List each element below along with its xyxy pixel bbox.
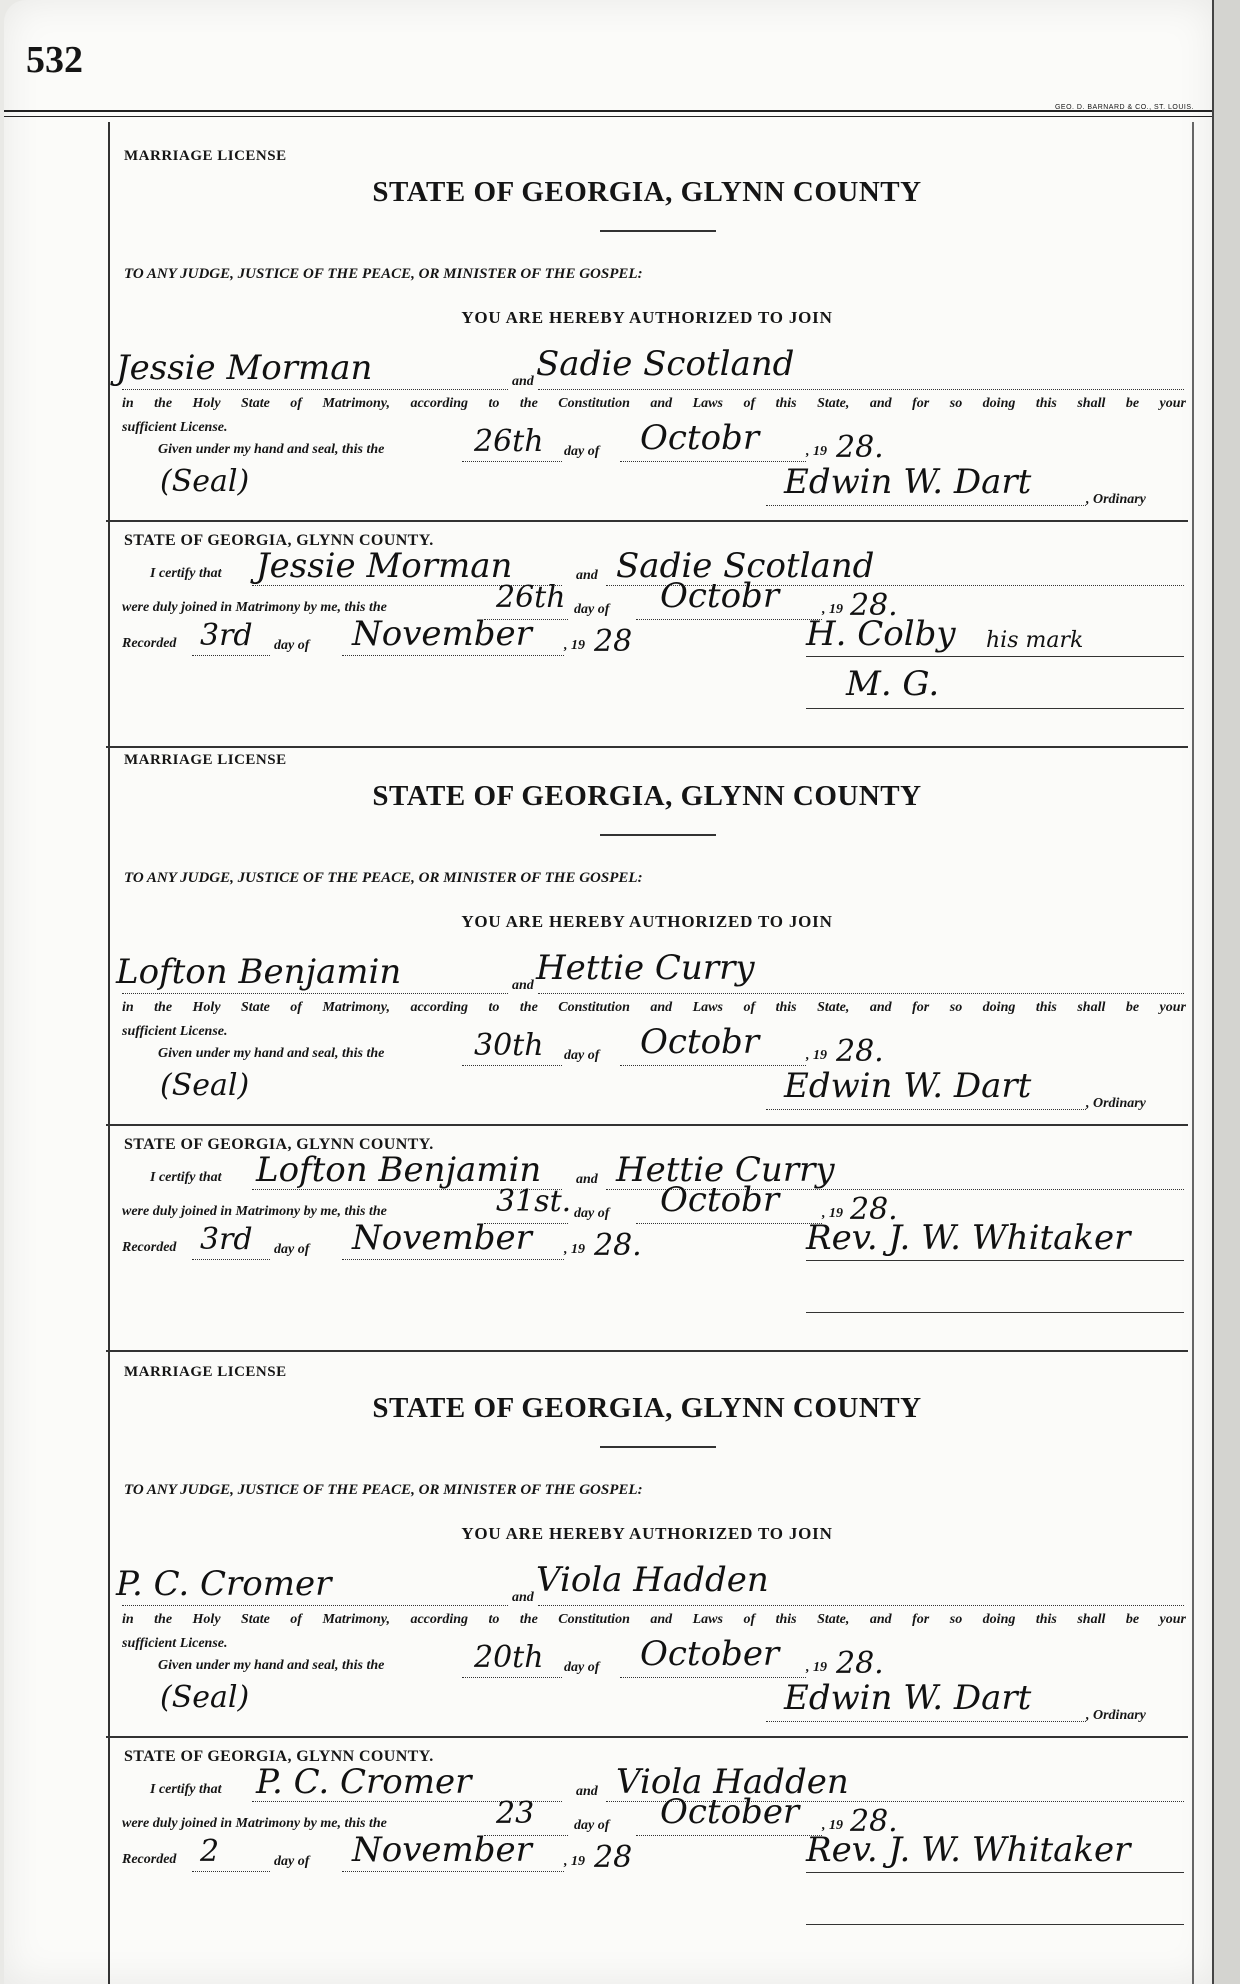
recorded-month-line <box>342 654 564 656</box>
recorded-text: Recorded <box>122 1852 177 1867</box>
ordinary-label: , Ordinary <box>1086 492 1146 507</box>
ordinary-signature: Edwin W. Dart <box>784 1678 1032 1718</box>
recorded-year: 28 <box>594 1840 633 1875</box>
seal-mark: (Seal) <box>160 464 250 499</box>
license-year: 28. <box>836 1034 884 1069</box>
heading-rule <box>600 834 716 836</box>
married-month: October <box>660 1792 800 1832</box>
sufficient-license-text: sufficient License. <box>122 420 228 435</box>
groom-name: Jessie Morman <box>116 348 373 388</box>
recorded-month: November <box>352 1830 532 1870</box>
certificate-divider <box>106 520 1188 522</box>
groom-line <box>122 388 508 390</box>
ordinary-line <box>766 1720 1086 1722</box>
cert-bride-name: Viola Hadden <box>616 1762 849 1802</box>
license-heading: STATE OF GEORGIA, GLYNN COUNTY <box>372 780 922 812</box>
married-day: 26th <box>496 580 566 615</box>
license-month-line <box>620 1064 806 1066</box>
cert-and-label: and <box>576 568 598 583</box>
married-year-prefix: , 19 <box>822 602 843 617</box>
recorded-year-prefix: , 19 <box>564 1242 585 1257</box>
married-day: 31st. <box>496 1184 572 1219</box>
duly-joined-text: were duly joined in Matrimony by me, this the <box>122 1204 387 1219</box>
header-rule-thin <box>4 116 1214 117</box>
married-month: Octobr <box>660 1180 780 1220</box>
addressee-line: TO ANY JUDGE, JUSTICE OF THE PEACE, OR MINISTER OF THE GOSPEL: <box>124 870 643 886</box>
officiant-line <box>806 1872 1184 1873</box>
officiant-line <box>806 656 1184 657</box>
ordinary-label: , Ordinary <box>1086 1708 1146 1723</box>
groom-line <box>122 992 508 994</box>
recorded-day: 2 <box>200 1834 220 1869</box>
license-month-line <box>620 1676 806 1678</box>
bride-line <box>538 388 1184 390</box>
license-heading: STATE OF GEORGIA, GLYNN COUNTY <box>372 1392 922 1424</box>
married-year: 28. <box>850 588 898 623</box>
married-day-of: day of <box>574 602 610 617</box>
ordinary-line <box>766 1108 1086 1110</box>
license-day: 26th <box>474 424 544 459</box>
cert-groom-name: Lofton Benjamin <box>256 1150 542 1190</box>
i-certify-text: I certify that <box>150 1170 222 1185</box>
seal-mark: (Seal) <box>160 1068 250 1103</box>
authorized-line: YOU ARE HEREBY AUTHORIZED TO JOIN <box>461 308 833 327</box>
sufficient-license-text: sufficient License. <box>122 1636 228 1651</box>
recorded-day-of: day of <box>274 1242 310 1257</box>
married-month-line <box>636 618 822 620</box>
married-year-prefix: , 19 <box>822 1206 843 1221</box>
cert-and-label: and <box>576 1784 598 1799</box>
certificate-heading: STATE OF GEORGIA, GLYNN COUNTY. <box>124 532 434 549</box>
recorded-month: November <box>352 1218 532 1258</box>
entry-divider <box>106 1350 1188 1352</box>
license-year-prefix: , 19 <box>806 444 827 459</box>
married-year: 28. <box>850 1192 898 1227</box>
license-year-prefix: , 19 <box>806 1660 827 1675</box>
cert-groom-name: P. C. Cromer <box>256 1762 472 1802</box>
officiant-title: M. G. <box>846 664 940 704</box>
addressee-line: TO ANY JUDGE, JUSTICE OF THE PEACE, OR MINISTER OF THE GOSPEL: <box>124 1482 643 1498</box>
day-of-text: day of <box>564 1048 600 1063</box>
day-of-text: day of <box>564 1660 600 1675</box>
certificate-divider <box>106 1736 1188 1738</box>
officiant-line <box>806 1260 1184 1261</box>
officiant-line-2 <box>806 708 1184 709</box>
officiant-signature: Rev. J. W. Whitaker <box>806 1218 1131 1258</box>
ordinary-signature: Edwin W. Dart <box>784 1066 1032 1106</box>
recorded-day-of: day of <box>274 638 310 653</box>
license-day-line <box>462 1064 562 1066</box>
license-month: Octobr <box>640 418 760 458</box>
married-year: 28. <box>850 1804 898 1839</box>
cert-and-label: and <box>576 1172 598 1187</box>
header-rule <box>4 110 1214 112</box>
recorded-year: 28 <box>594 624 633 659</box>
married-month-line <box>636 1222 822 1224</box>
recorded-month-line <box>342 1258 564 1260</box>
officiant-line-2 <box>806 1312 1184 1313</box>
printer-imprint: GEO. D. BARNARD & CO., ST. LOUIS. <box>1054 104 1194 111</box>
officiant-signature: H. Colby <box>806 614 956 654</box>
license-month-line <box>620 460 806 462</box>
authorized-line: YOU ARE HEREBY AUTHORIZED TO JOIN <box>461 1524 833 1543</box>
ordinary-signature: Edwin W. Dart <box>784 462 1032 502</box>
and-label: and <box>512 374 534 389</box>
recorded-day-of: day of <box>274 1854 310 1869</box>
given-under-text: Given under my hand and seal, this the <box>158 1658 385 1673</box>
book-spine <box>1212 0 1240 1984</box>
seal-mark: (Seal) <box>160 1680 250 1715</box>
married-day: 23 <box>496 1796 535 1831</box>
license-year: 28. <box>836 430 884 465</box>
frame-right-border <box>1192 122 1194 1984</box>
bride-name: Sadie Scotland <box>536 344 795 384</box>
married-day-of: day of <box>574 1206 610 1221</box>
page-number: 532 <box>26 39 83 81</box>
groom-line <box>122 1604 508 1606</box>
ordinary-line <box>766 504 1086 506</box>
recorded-text: Recorded <box>122 636 177 651</box>
duly-joined-text: were duly joined in Matrimony by me, this the <box>122 600 387 615</box>
license-heading: STATE OF GEORGIA, GLYNN COUNTY <box>372 176 922 208</box>
authorized-line: YOU ARE HEREBY AUTHORIZED TO JOIN <box>461 912 833 931</box>
entry-divider <box>106 746 1188 748</box>
day-of-text: day of <box>564 444 600 459</box>
married-year-prefix: , 19 <box>822 1818 843 1833</box>
matrimony-text: in the Holy State of Matrimony, according to the Constitution and Laws of this State, and for so doing this shall be your <box>122 1000 1186 1015</box>
duly-joined-text: were duly joined in Matrimony by me, this the <box>122 1816 387 1831</box>
license-day-line <box>462 1676 562 1678</box>
recorded-day-line <box>192 1258 270 1260</box>
recorded-day-line <box>192 1870 270 1872</box>
cert-bride-name: Hettie Curry <box>616 1150 835 1190</box>
heading-rule <box>600 230 716 232</box>
officiant-line-2 <box>806 1924 1184 1925</box>
license-day: 30th <box>474 1028 544 1063</box>
license-year-prefix: , 19 <box>806 1048 827 1063</box>
married-month-line <box>636 1834 822 1836</box>
recorded-text: Recorded <box>122 1240 177 1255</box>
sufficient-license-text: sufficient License. <box>122 1024 228 1039</box>
recorded-day-line <box>192 654 270 656</box>
marriage-license-label: MARRIAGE LICENSE <box>124 752 287 768</box>
cert-groom-name: Jessie Morman <box>256 546 513 586</box>
bride-line <box>538 992 1184 994</box>
matrimony-text: in the Holy State of Matrimony, according to the Constitution and Laws of this State, and for so doing this shall be your <box>122 1612 1186 1627</box>
married-month: Octobr <box>660 576 780 616</box>
certificate-heading: STATE OF GEORGIA, GLYNN COUNTY. <box>124 1748 434 1765</box>
license-year: 28. <box>836 1646 884 1681</box>
i-certify-text: I certify that <box>150 1782 222 1797</box>
marriage-license-label: MARRIAGE LICENSE <box>124 148 287 164</box>
given-under-text: Given under my hand and seal, this the <box>158 442 385 457</box>
license-month: October <box>640 1634 780 1674</box>
recorded-month-line <box>342 1870 564 1872</box>
cert-bride-name: Sadie Scotland <box>616 546 875 586</box>
recorded-year-prefix: , 19 <box>564 638 585 653</box>
bride-name: Hettie Curry <box>536 948 755 988</box>
recorded-year-prefix: , 19 <box>564 1854 585 1869</box>
license-day-line <box>462 460 562 462</box>
officiant-mark-note: his mark <box>986 628 1084 653</box>
officiant-signature: Rev. J. W. Whitaker <box>806 1830 1131 1870</box>
given-under-text: Given under my hand and seal, this the <box>158 1046 385 1061</box>
license-month: Octobr <box>640 1022 760 1062</box>
groom-name: P. C. Cromer <box>116 1564 332 1604</box>
marriage-license-label: MARRIAGE LICENSE <box>124 1364 287 1380</box>
license-day: 20th <box>474 1640 544 1675</box>
matrimony-text: in the Holy State of Matrimony, according to the Constitution and Laws of this State, and for so doing this shall be your <box>122 396 1186 411</box>
recorded-year: 28. <box>594 1228 642 1263</box>
groom-name: Lofton Benjamin <box>116 952 402 992</box>
addressee-line: TO ANY JUDGE, JUSTICE OF THE PEACE, OR MINISTER OF THE GOSPEL: <box>124 266 643 282</box>
bride-name: Viola Hadden <box>536 1560 769 1600</box>
heading-rule <box>600 1446 716 1448</box>
and-label: and <box>512 1590 534 1605</box>
recorded-month: November <box>352 614 532 654</box>
certificate-divider <box>106 1124 1188 1126</box>
bride-line <box>538 1604 1184 1606</box>
and-label: and <box>512 978 534 993</box>
recorded-day: 3rd <box>200 1222 253 1257</box>
certificate-heading: STATE OF GEORGIA, GLYNN COUNTY. <box>124 1136 434 1153</box>
married-day-of: day of <box>574 1818 610 1833</box>
recorded-day: 3rd <box>200 618 253 653</box>
i-certify-text: I certify that <box>150 566 222 581</box>
frame-left-border <box>108 122 110 1984</box>
ordinary-label: , Ordinary <box>1086 1096 1146 1111</box>
